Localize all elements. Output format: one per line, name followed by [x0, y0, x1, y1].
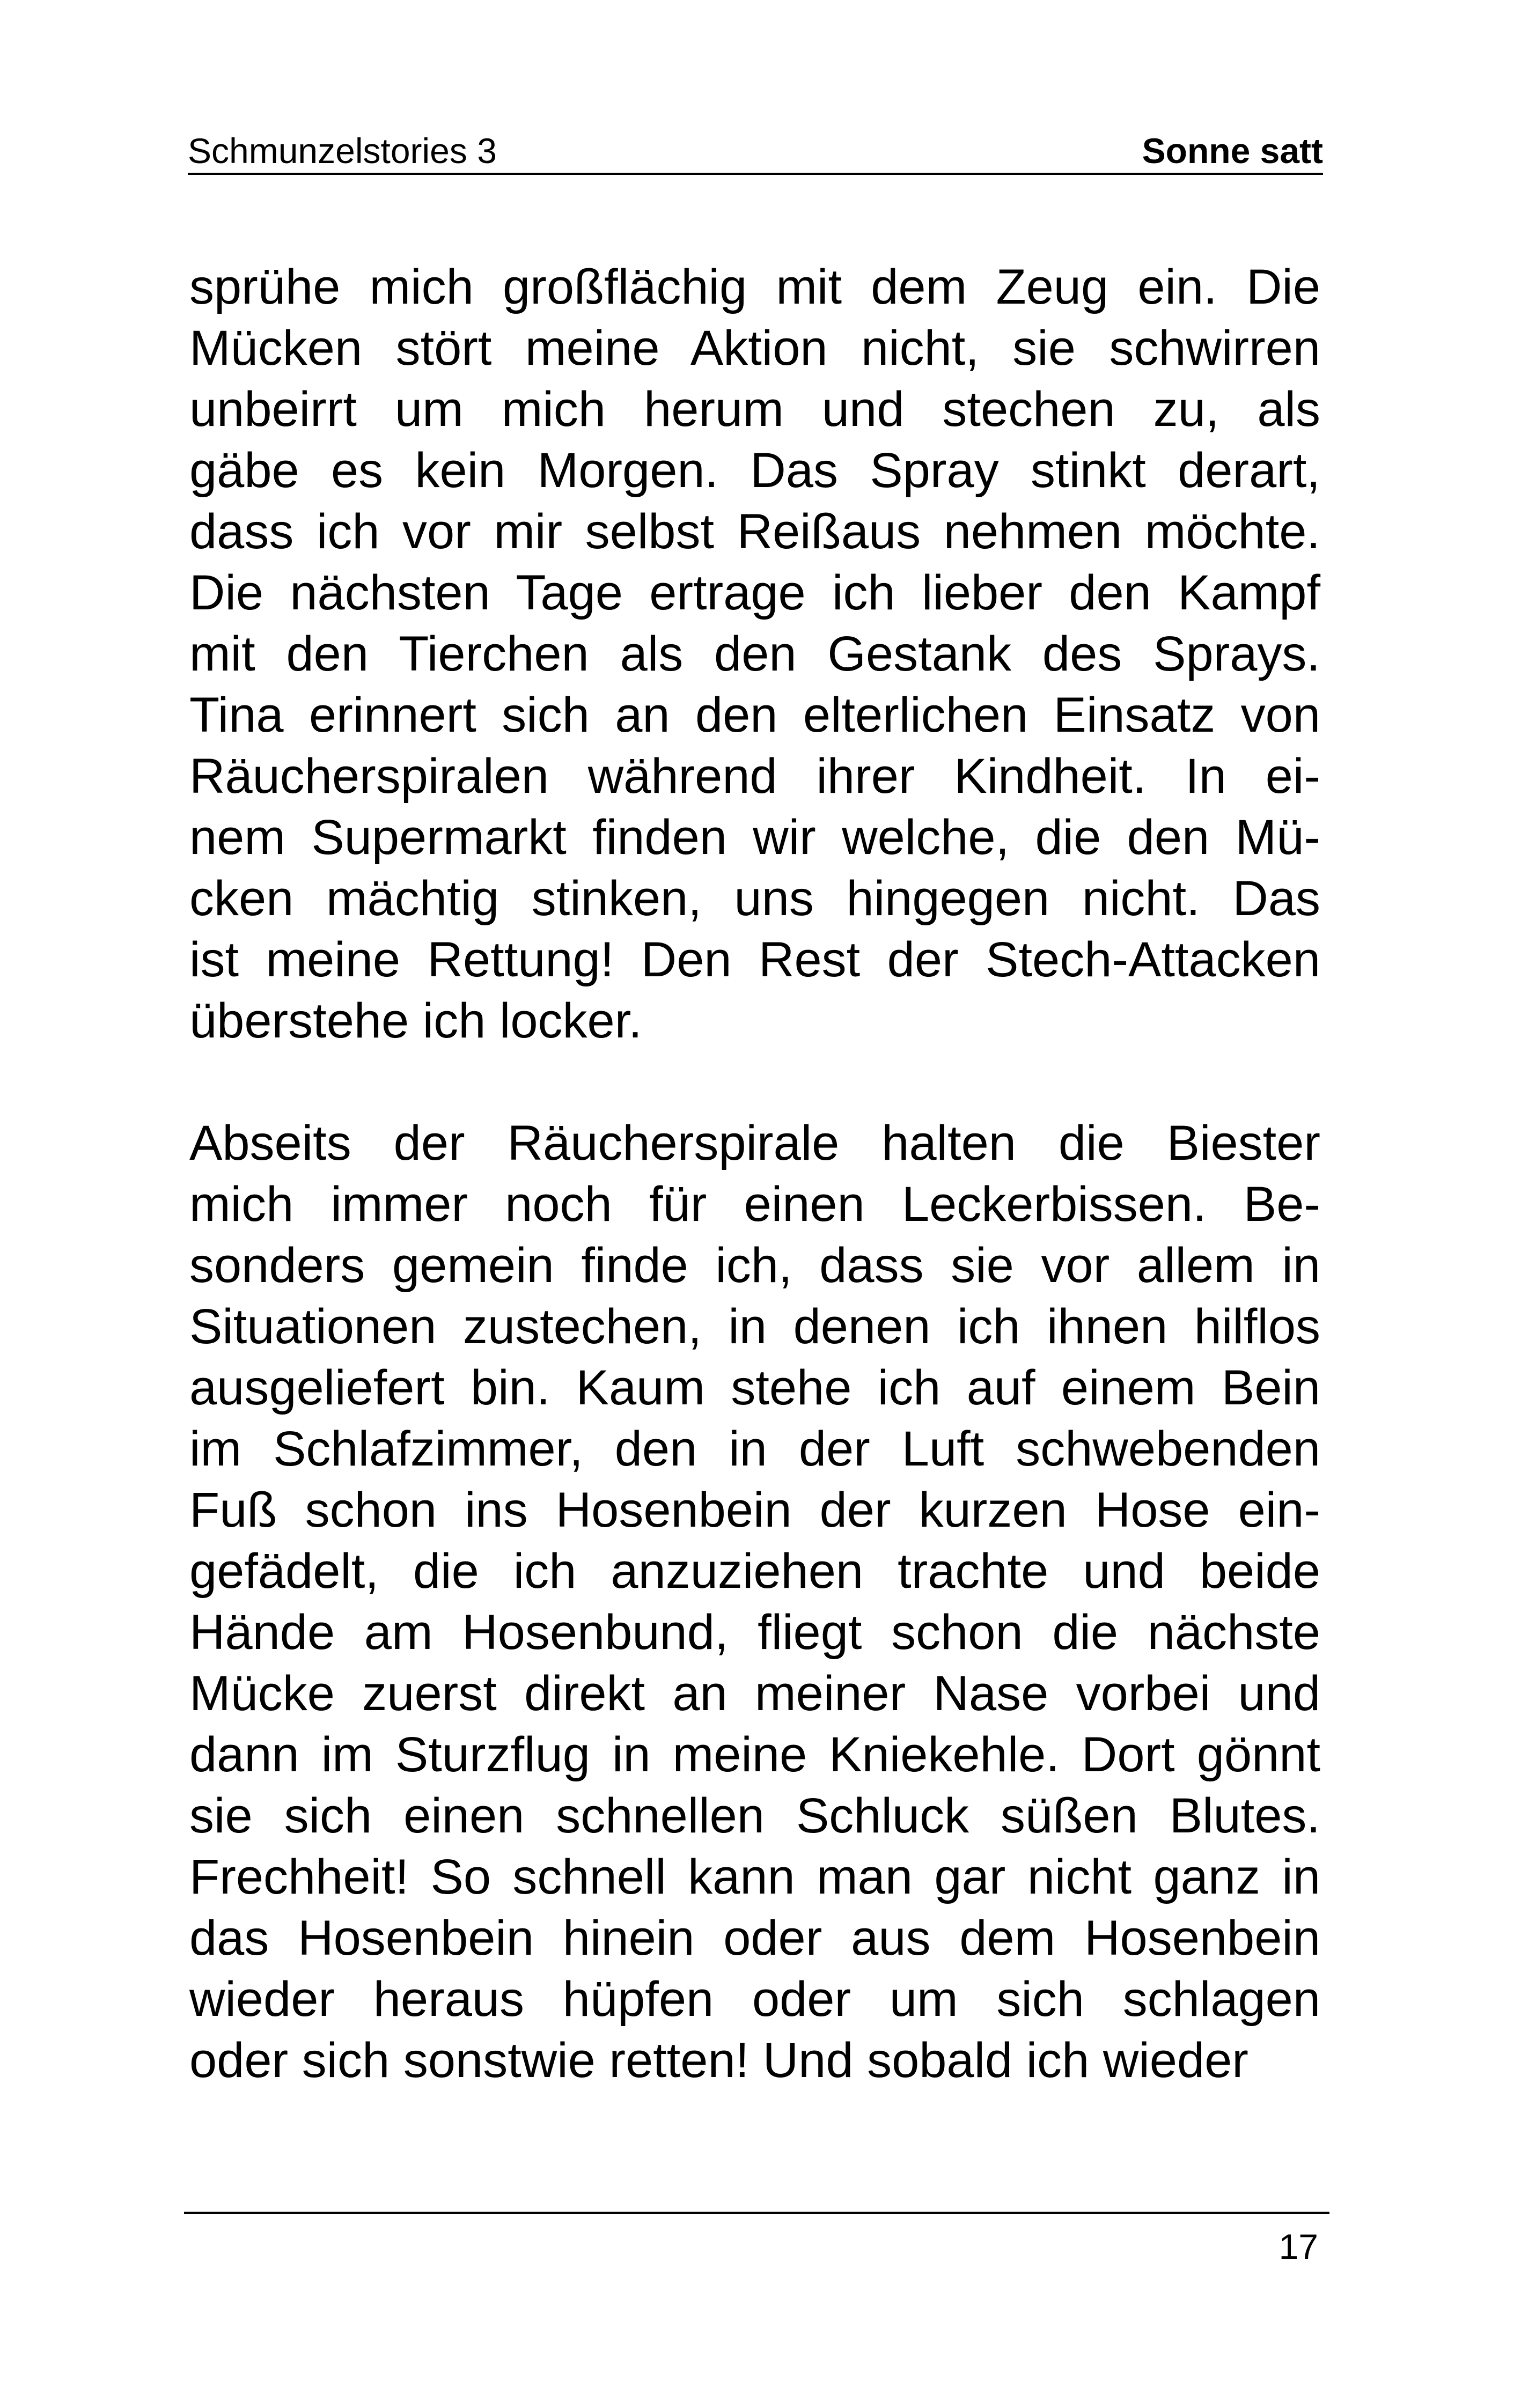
body-paragraph — [189, 256, 1320, 1051]
text-line: Mücken stört meine Aktion nicht, sie schwirren — [189, 321, 1320, 375]
text-line: Mücke zuerst direkt an meiner Nase vorbei und — [189, 1666, 1320, 1721]
chapter-title: Sonne satt — [1142, 131, 1323, 171]
text-line: überstehe ich locker. — [189, 993, 642, 1048]
text-line: gäbe es kein Morgen. Das Spray stinkt derart, — [189, 443, 1320, 498]
text-line: dass ich vor mir selbst Reißaus nehmen möchte. — [189, 504, 1320, 559]
text-line: Abseits der Räucherspirale halten die Biester — [189, 1116, 1320, 1170]
body-paragraph — [189, 1113, 1320, 2091]
text-line: gefädelt, die ich anzuziehen trachte und beide — [189, 1544, 1320, 1599]
text-line: Die nächsten Tage ertrage ich lieber den Kampf — [189, 565, 1320, 620]
text-line: oder sich sonstwie retten! Und sobald ich wieder — [189, 2033, 1248, 2088]
text-line: sprühe mich großflächig mit dem Zeug ein. Die — [189, 260, 1320, 314]
page-number: 17 — [1278, 2227, 1318, 2266]
text-line: Tina erinnert sich an den elterlichen Einsatz von — [189, 688, 1320, 742]
footer-divider — [184, 2212, 1329, 2214]
text-line: das Hosenbein hinein oder aus dem Hosenbein — [189, 1911, 1320, 1965]
text-line: im Schlafzimmer, den in der Luft schwebenden — [189, 1422, 1320, 1476]
text-line: mit den Tierchen als den Gestank des Sprays. — [189, 627, 1320, 681]
text-line: unbeirrt um mich herum und stechen zu, als — [189, 382, 1320, 437]
text-line: mich immer noch für einen Leckerbissen. Be- — [189, 1177, 1320, 1232]
text-line: sonders gemein finde ich, dass sie vor allem in — [189, 1238, 1320, 1293]
text-line: ausgeliefert bin. Kaum stehe ich auf einem Bein — [189, 1360, 1320, 1415]
text-line: wieder heraus hüpfen oder um sich schlagen — [189, 1972, 1320, 2027]
text-line: Hände am Hosenbund, fliegt schon die nächste — [189, 1605, 1320, 1660]
running-header — [188, 127, 1323, 175]
text-line: Situationen zustechen, in denen ich ihnen hilflos — [189, 1299, 1320, 1354]
text-line: nem Supermarkt finden wir welche, die den Mü- — [189, 810, 1320, 865]
page-body — [189, 256, 1320, 2091]
text-line: Frechheit! So schnell kann man gar nicht ganz in — [189, 1850, 1320, 1904]
text-line: dann im Sturzflug in meine Kniekehle. Dort gönnt — [189, 1727, 1320, 1782]
text-line: cken mächtig stinken, uns hingegen nicht. Das — [189, 871, 1320, 926]
book-title: Schmunzelstories 3 — [188, 131, 497, 171]
text-line: Fuß schon ins Hosenbein der kurzen Hose ein- — [189, 1483, 1320, 1537]
text-line: Räucherspiralen während ihrer Kindheit. In ei- — [189, 749, 1320, 804]
text-line: sie sich einen schnellen Schluck süßen Blutes. — [189, 1788, 1320, 1843]
text-line: ist meine Rettung! Den Rest der Stech-Attacken — [189, 932, 1320, 987]
